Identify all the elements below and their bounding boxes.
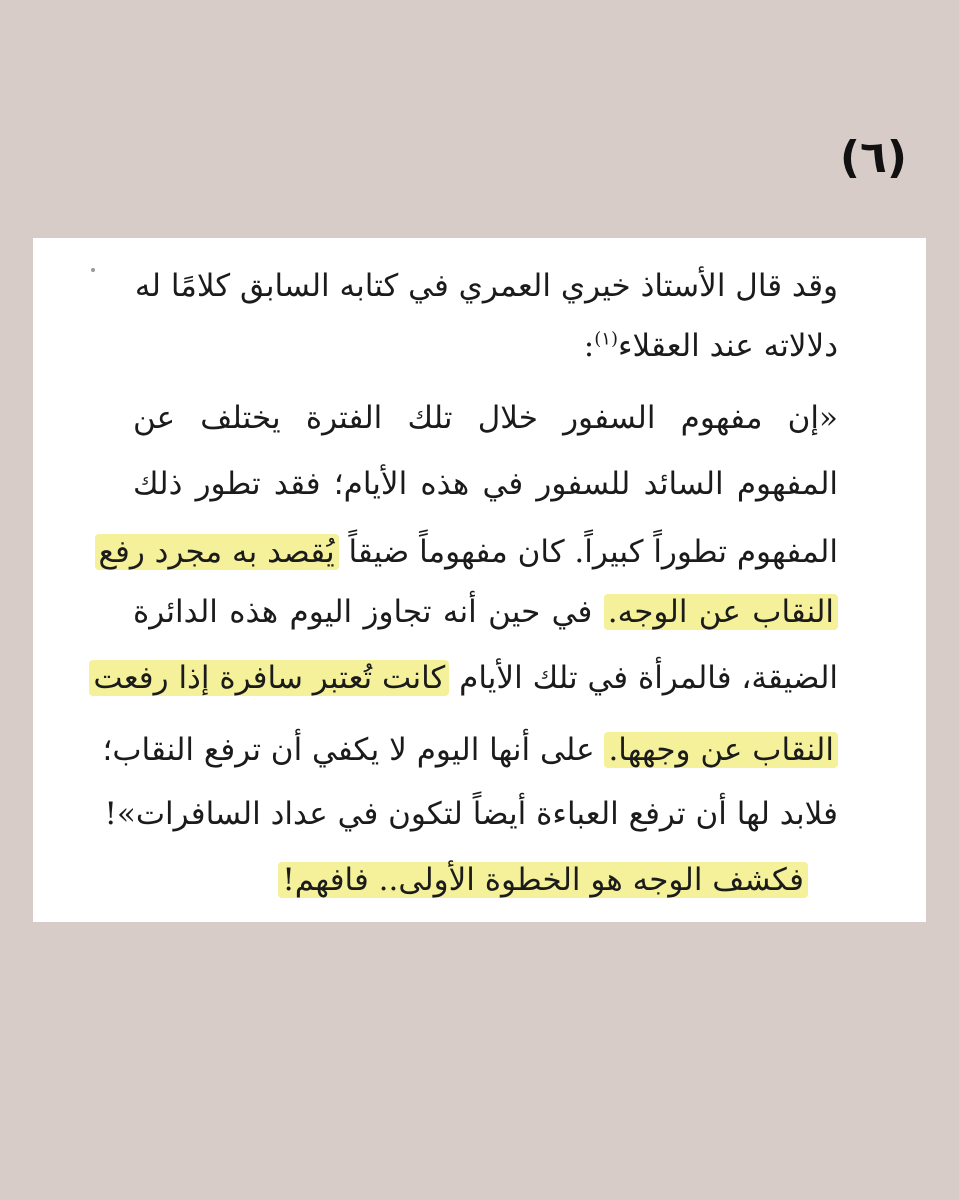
scan-speck bbox=[91, 268, 95, 272]
highlighted-phrase: يُقصد به مجرد رفع bbox=[95, 534, 339, 570]
text-segment: : bbox=[583, 328, 595, 364]
highlighted-phrase: النقاب عن الوجه. bbox=[604, 594, 838, 630]
scanned-book-page bbox=[33, 238, 926, 922]
text-segment: في حين أنه تجاوز اليوم هذه الدائرة bbox=[133, 594, 593, 630]
text-line-8 bbox=[102, 722, 838, 778]
text-line-7 bbox=[93, 650, 838, 706]
highlighted-phrase: كانت تُعتبر سافرة إذا رفعت bbox=[89, 660, 449, 696]
text-segment: على أنها اليوم لا يكفي أن ترفع النقاب؛ bbox=[102, 732, 595, 768]
highlighted-phrase: النقاب عن وجهها. bbox=[604, 732, 838, 768]
text-line-3: «إن مفهوم السفور خلال تلك الفترة يختلف عن bbox=[133, 400, 838, 436]
footnote-marker: (١) bbox=[594, 328, 618, 350]
text-line-1: وقد قال الأستاذ خيري العمري في كتابه السابق كلامًا له bbox=[134, 268, 838, 304]
page-number: (٦) bbox=[839, 132, 907, 183]
text-line-4: المفهوم السائد للسفور في هذه الأيام؛ فقد تطور ذلك bbox=[133, 466, 838, 502]
text-line-2 bbox=[133, 318, 838, 374]
text-line-9: فلابد لها أن ترفع العباءة أيضاً لتكون في عداد السافرات»! bbox=[104, 796, 838, 832]
highlighted-phrase: فكشف الوجه هو الخطوة الأولى.. فافهم! bbox=[278, 862, 808, 898]
text-segment: المفهوم تطوراً كبيراً. كان مفهوماً ضيقاً bbox=[348, 534, 838, 570]
text-segment: دلالاته عند العقلاء bbox=[617, 328, 838, 364]
text-line-10 bbox=[233, 852, 808, 908]
text-segment: الضيقة، فالمرأة في تلك الأيام bbox=[459, 660, 838, 696]
text-line-5 bbox=[98, 524, 838, 580]
text-line-6 bbox=[133, 584, 838, 640]
